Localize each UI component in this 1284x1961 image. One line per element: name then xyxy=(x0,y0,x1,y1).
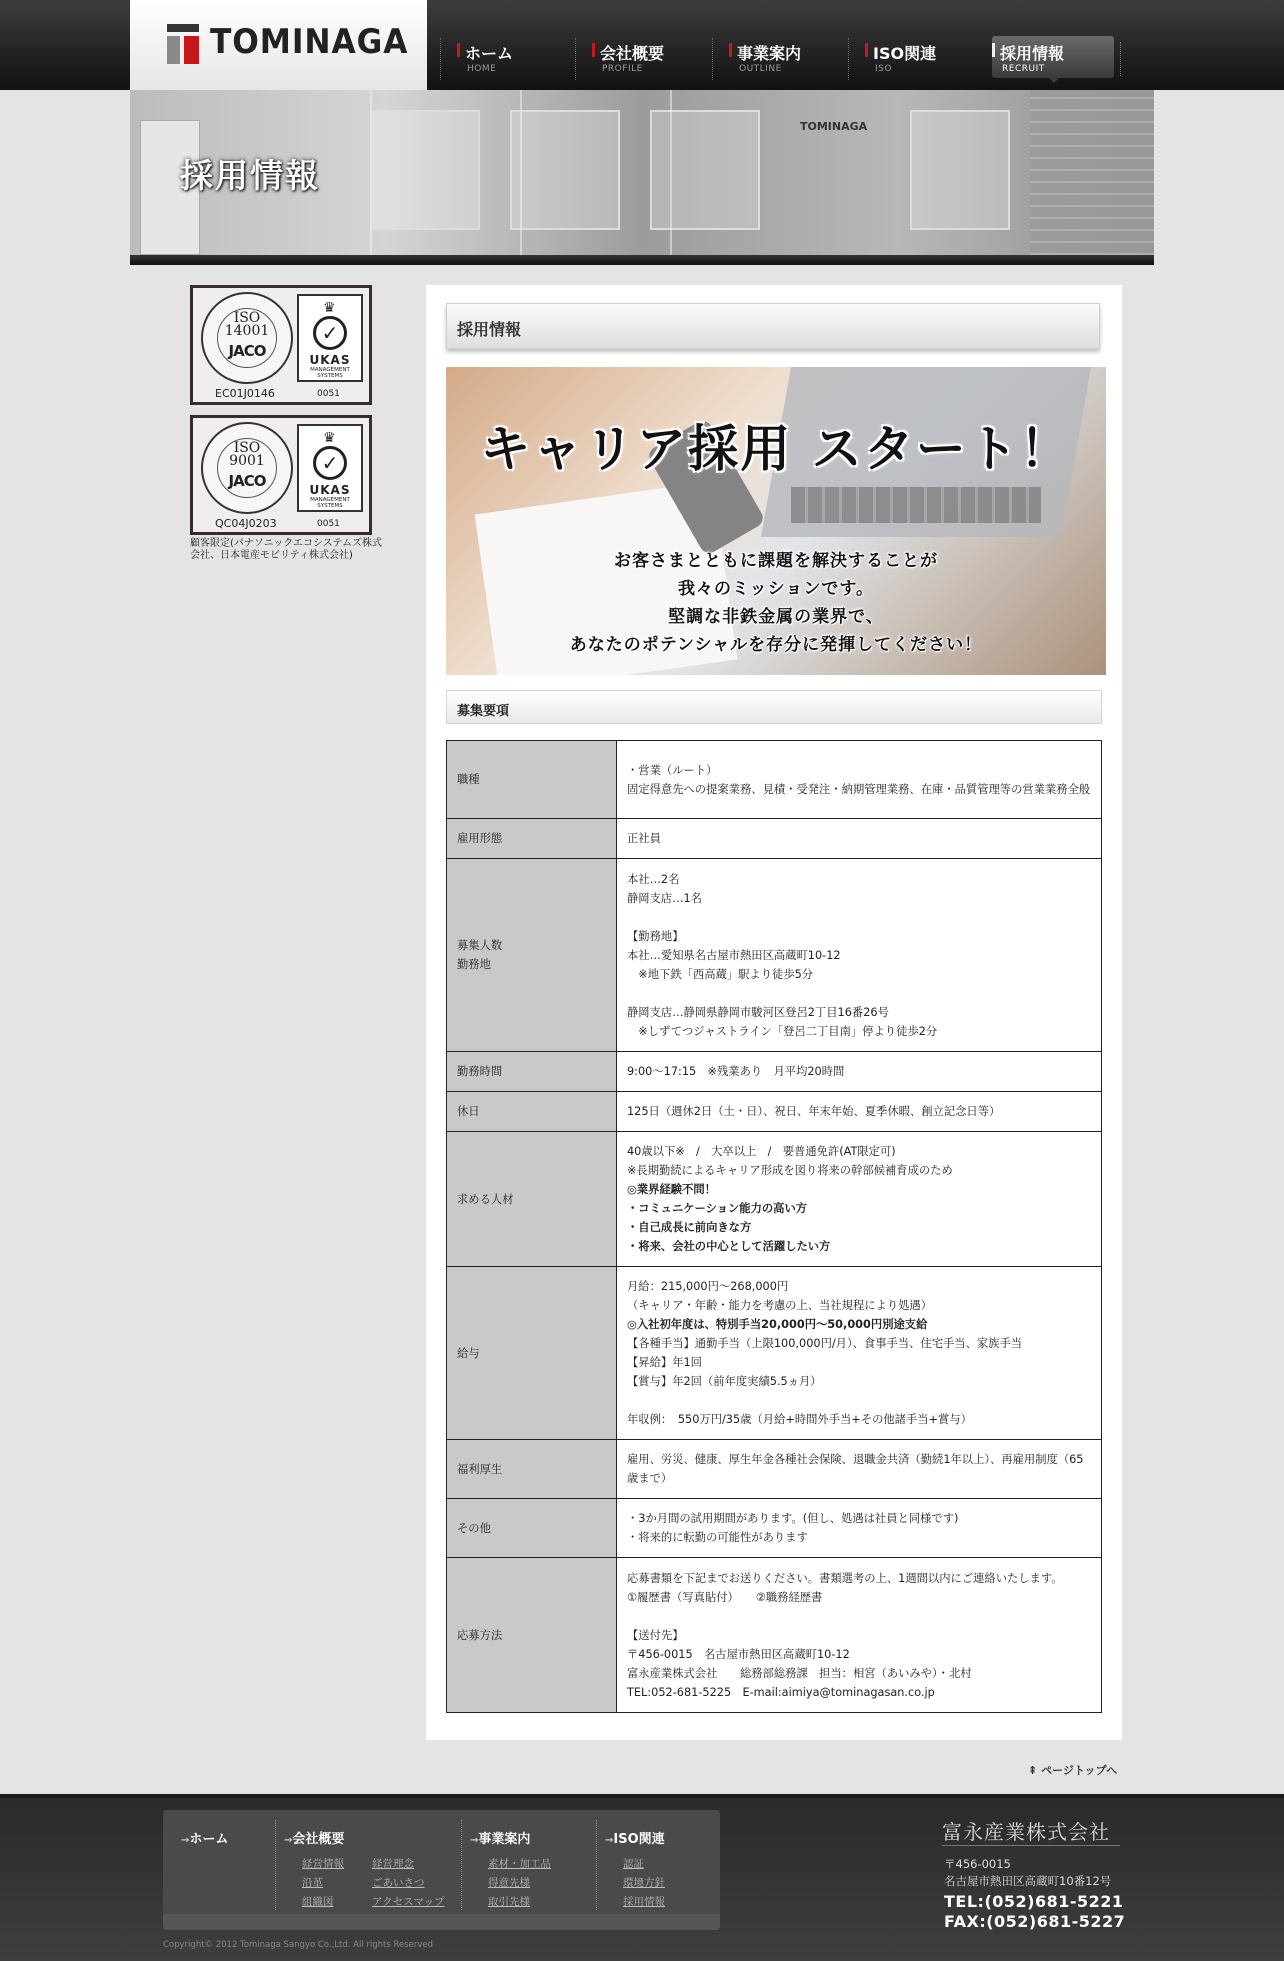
footer-link-iso[interactable]: → ISO関連 xyxy=(605,1828,665,1847)
page-top-link[interactable] xyxy=(1028,1762,1117,1778)
hero-window xyxy=(910,110,1010,230)
table-row xyxy=(447,1558,1102,1713)
row-value: 月給：215,000円～268,000円 （キャリア・年齢・能力を考慮の上、当社規程により処遇） ◎入社初年度は、特別手当20,000円～50,000円別途支給 【各種手当】通勤手当（上限100,000円/月）、食事手当、住宅手当、家族手当 【昇給】年1回 【賞与】年2回（前年度実績5.5ヵ月） 年収例： 550万円/35歳（月給+時間外手当+その他諸手当+賞与） xyxy=(617,1267,1102,1440)
iso14001-badge[interactable] xyxy=(190,285,372,405)
banner-copy: お客さまとともに課題を解決することが 我々のミッションです。 堅調な非鉄金属の業界で、 あなたのポテンシャルを存分に発揮してください！ xyxy=(569,551,983,655)
copyright: Copyright© 2012 Tominaga Sangyo Co.,Ltd. All rights Reserved xyxy=(163,1940,434,1950)
nav-label: ISO関連 xyxy=(873,44,937,63)
nav-marker xyxy=(992,43,995,57)
footer-link[interactable]: 素材・加工品 xyxy=(488,1858,551,1870)
row-value: 本社…2名 静岡支店…1名 【勤務地】 本社…愛知県名古屋市熱田区高蔵町10-12 ※地下鉄「西高蔵」駅より徒歩5分 静岡支店…静岡県静岡市駿河区登呂2丁目16番26号 ※しずてつジャストライン「登呂二丁目南」停より徒歩2分 xyxy=(617,859,1102,1052)
hero-panel xyxy=(370,90,372,265)
hero-window xyxy=(650,110,760,230)
recruit-banner xyxy=(446,367,1106,675)
company-divider xyxy=(942,1845,1120,1846)
table-row xyxy=(447,741,1102,819)
ukas-mark-icon: ♛ ✓ UKAS MANAGEMENT SYSTEMS xyxy=(297,294,363,382)
footer-link[interactable]: 採用情報 xyxy=(623,1896,665,1908)
iso-cert-code: EC01J0146 xyxy=(215,387,275,400)
nav-sublabel: ISO xyxy=(875,64,892,74)
row-header: その他 xyxy=(447,1499,617,1558)
table-row xyxy=(447,1052,1102,1092)
row-value: 9:00～17:15 ※残業あり 月平均20時間 xyxy=(617,1052,1102,1092)
footer xyxy=(0,1794,1284,1961)
ukas-number: 0051 xyxy=(317,519,340,529)
nav-label: 採用情報 xyxy=(1000,44,1065,63)
row-header: 休日 xyxy=(447,1092,617,1132)
hero-window xyxy=(510,110,620,230)
row-header: 応募方法 xyxy=(447,1558,617,1713)
row-header: 福利厚生 xyxy=(447,1440,617,1499)
highlight-text: ◎入社初年度は、特別手当20,000円～50,000円別途支給 xyxy=(627,1318,928,1331)
logo[interactable] xyxy=(130,0,427,90)
section-title-text: 採用情報 xyxy=(457,320,522,339)
table-row xyxy=(447,1267,1102,1440)
table-row xyxy=(447,1499,1102,1558)
footer-col-home xyxy=(173,1820,273,1910)
iso-cert-code: QC04J0203 xyxy=(215,517,277,530)
table-row xyxy=(447,859,1102,1052)
page-title: 採用情報 xyxy=(180,156,320,195)
banner-headline: キャリア採用 スタート！ xyxy=(480,420,1072,478)
nav-item-profile[interactable] xyxy=(575,38,705,80)
row-value: 40歳以下※ / 大卒以上 / 要普通免許(AT限定可) ※長期勤続によるキャリア形成を図り将来の幹部候補育成のため ◎業界経験不問！ ・コミュニケーション能力の高い方 ・自己成長に前向きな方 ・将来、会社の中心として活躍したい方 xyxy=(617,1132,1102,1267)
nav-marker xyxy=(457,43,460,57)
row-value: ・3か月間の試用期間があります。(但し、処遇は社員と同様です) ・将来的に転勤の可能性があります xyxy=(617,1499,1102,1558)
row-value: 正社員 xyxy=(617,819,1102,859)
page-top-label: ページトップへ xyxy=(1041,1764,1118,1777)
row-header: 雇用形態 xyxy=(447,819,617,859)
row-header: 求める人材 xyxy=(447,1132,617,1267)
subsection-title-text: 募集要項 xyxy=(457,704,510,719)
hero-brick-wall xyxy=(1030,90,1154,265)
footer-link-outline[interactable]: → 事業案内 xyxy=(470,1828,530,1847)
footer-link[interactable]: 認証 xyxy=(623,1858,644,1870)
footer-link[interactable]: 取引先様 xyxy=(488,1896,530,1908)
row-value: 雇用、労災、健康、厚生年金各種社会保険、退職金共済（勤続1年以上）、再雇用制度（65歳まで） xyxy=(617,1440,1102,1499)
nav-item-iso[interactable] xyxy=(848,38,978,80)
nav-marker xyxy=(729,43,732,57)
nav-label: 事業案内 xyxy=(737,44,802,63)
row-value: 125日（週休2日（土・日）、祝日、年末年始、夏季休暇、創立記念日等） xyxy=(617,1092,1102,1132)
subsection-title xyxy=(446,690,1102,724)
company-tel: TEL:(052)681-5221 xyxy=(944,1892,1124,1911)
hero-window xyxy=(370,110,480,230)
hero-bottom-bar xyxy=(130,255,1154,265)
footer-link-home[interactable]: → ホーム xyxy=(181,1828,228,1847)
footer-link[interactable]: アクセスマップ xyxy=(372,1896,445,1908)
row-value: ・営業（ルート） 固定得意先への提案業務、見積・受発注・納期管理業務、在庫・品質管理等の営業業務全般 xyxy=(617,741,1102,819)
footer-link[interactable]: 環境方針 xyxy=(623,1877,665,1889)
hero-panel xyxy=(670,90,672,265)
nav-item-outline[interactable] xyxy=(712,38,842,80)
requirements-table xyxy=(446,740,1102,1713)
main-content xyxy=(426,285,1122,1740)
footer-link[interactable]: 沿革 xyxy=(302,1877,323,1889)
hero-banner xyxy=(130,90,1154,265)
footer-link[interactable]: ごあいさつ xyxy=(372,1877,425,1889)
nav-marker xyxy=(592,43,595,57)
footer-link[interactable]: 組織図 xyxy=(302,1896,334,1908)
row-value: 応募書類を下記までお送りください。書類選考の上、1週間以内にご連絡いたします。 ①履歴書（写真貼付） ②職務経歴書 【送付先】 〒456-0015 名古屋市熱田区高蔵町10-12 富永産業株式会社 総務部総務課 担当：相宮（あいみや）・北村 TEL:052-681-5225 E-mail:aimiya@tominagasan.co.jp xyxy=(617,1558,1102,1713)
row-header: 給与 xyxy=(447,1267,617,1440)
company-zip: 〒456-0015 xyxy=(944,1857,1011,1871)
table-row xyxy=(447,1440,1102,1499)
footer-nav-strip xyxy=(163,1914,720,1930)
footer-link[interactable]: 得意先様 xyxy=(488,1877,530,1889)
section-title xyxy=(446,303,1100,349)
row-header: 募集人数 勤務地 xyxy=(447,859,617,1052)
iso9001-badge[interactable] xyxy=(190,415,372,535)
table-row xyxy=(447,819,1102,859)
footer-col-iso xyxy=(596,1820,706,1910)
nav-sublabel: PROFILE xyxy=(602,64,643,74)
nav-marker xyxy=(865,43,868,57)
iso-scope-note: 顧客限定(パナソニックエコシステムズ株式会社、日本電産モビリティ株式会社) xyxy=(190,538,383,561)
nav-item-recruit[interactable] xyxy=(984,38,1114,80)
nav-divider xyxy=(1120,42,1121,76)
footer-link-profile[interactable]: → 会社概要 xyxy=(284,1828,344,1847)
arrow-up-icon: ⇞ xyxy=(1028,1764,1038,1777)
logo-mark-icon xyxy=(167,24,199,64)
ukas-mark-icon: ♛ ✓ UKAS MANAGEMENT SYSTEMS xyxy=(297,424,363,512)
footer-col-profile xyxy=(275,1820,465,1910)
nav-sublabel: HOME xyxy=(467,64,497,74)
highlight-text: ◎業界経験不問！ ・コミュニケーション能力の高い方 ・自己成長に前向きな方 ・将来、会社の中心として活躍したい方 xyxy=(627,1183,831,1253)
hero-panel xyxy=(520,90,522,265)
table-row xyxy=(447,1132,1102,1267)
company-address: 名古屋市熱田区高蔵町10番12号 xyxy=(944,1874,1112,1888)
nav-label: 会社概要 xyxy=(600,44,665,63)
jaco-seal-icon: ISO 9001 JACO xyxy=(201,422,293,514)
nav-item-home[interactable] xyxy=(440,38,570,80)
nav-label: ホーム xyxy=(465,44,514,63)
footer-link[interactable]: 経営情報 xyxy=(302,1858,344,1870)
company-fax: FAX:(052)681-5227 xyxy=(944,1912,1126,1931)
footer-link[interactable]: 経営理念 xyxy=(372,1858,414,1870)
company-name: 富永産業株式会社 xyxy=(942,1820,1110,1844)
footer-nav xyxy=(163,1810,720,1920)
footer-col-outline xyxy=(461,1820,596,1910)
row-header: 職種 xyxy=(447,741,617,819)
nav-sublabel: OUTLINE xyxy=(739,64,782,74)
table-row xyxy=(447,1092,1102,1132)
ukas-number: 0051 xyxy=(317,389,340,399)
jaco-seal-icon: ISO 14001 JACO xyxy=(201,292,293,384)
hero-sign: TOMINAGA xyxy=(800,120,868,133)
nav-sublabel: RECRUIT xyxy=(1002,64,1045,74)
row-header: 勤務時間 xyxy=(447,1052,617,1092)
logo-text: TOMINAGA xyxy=(210,22,409,62)
